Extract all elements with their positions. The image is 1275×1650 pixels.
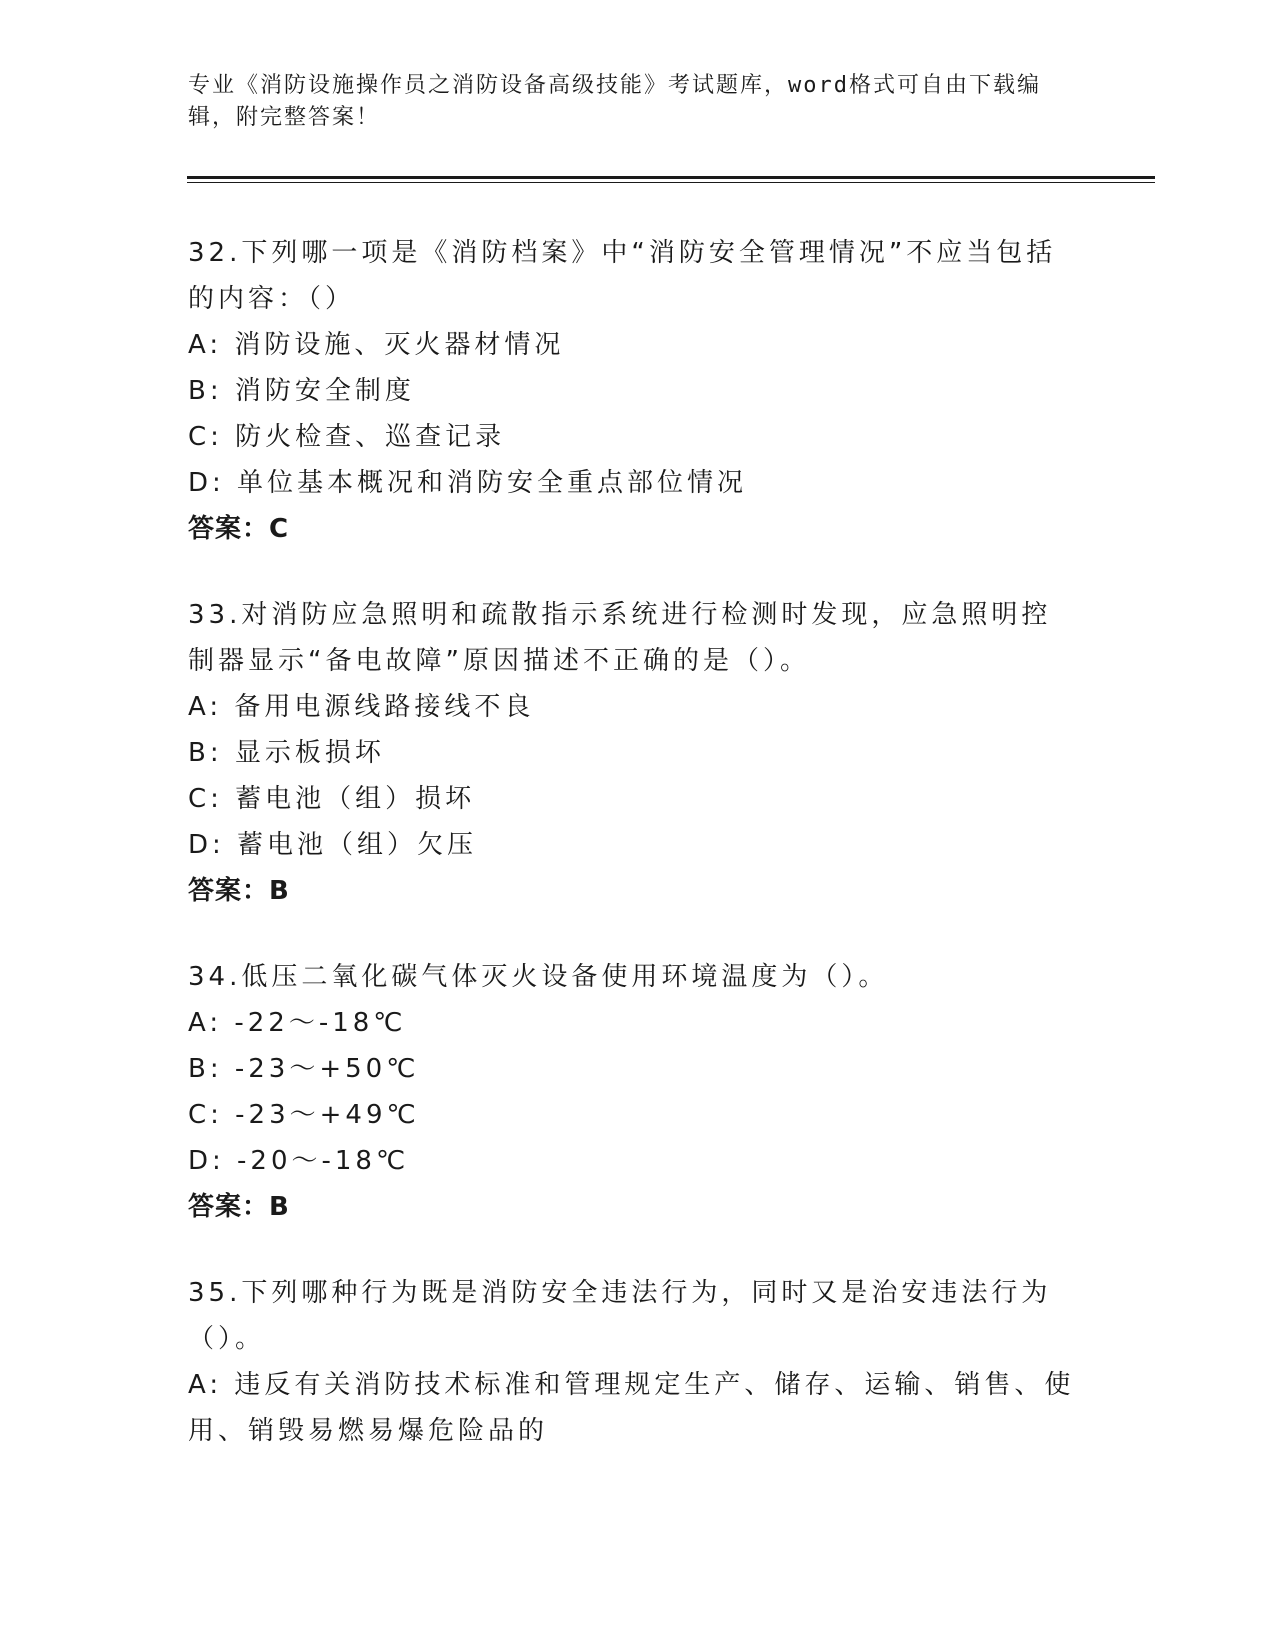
question-34 [188, 954, 1078, 1230]
option-d: D: 蓄电池（组）欠压 [188, 830, 478, 860]
option-a: A: 消防设施、灭火器材情况 [188, 330, 565, 360]
option-a: A: 备用电源线路接线不良 [188, 692, 535, 722]
option-d: D: -20～-18℃ [188, 1146, 410, 1176]
option-a: A: 违反有关消防技术标准和管理规定生产、储存、运输、销售、使用、销毁易燃易爆危险品的 [188, 1370, 1075, 1446]
option-a: A: -22～-18℃ [188, 1008, 407, 1038]
document-intro: 专业《消防设施操作员之消防设备高级技能》考试题库，word格式可自由下载编辑，附完整答案！ [188, 73, 1041, 130]
answer: 答案：B [188, 1192, 290, 1222]
answer: 答案：C [188, 514, 290, 544]
question-stem: 34.低压二氧化碳气体灭火设备使用环境温度为（）。 [188, 962, 889, 992]
header-divider-thick [187, 176, 1155, 179]
option-c: C: -23～+49℃ [188, 1100, 420, 1130]
question-33 [188, 592, 1078, 914]
question-32 [188, 230, 1078, 552]
question-stem: 32.下列哪一项是《消防档案》中“消防安全管理情况”不应当包括的内容：（） [188, 238, 1057, 314]
option-c: C: 防火检查、巡查记录 [188, 422, 506, 452]
question-stem: 35.下列哪种行为既是消防安全违法行为，同时又是治安违法行为（）。 [188, 1278, 1052, 1354]
header-divider-thin [187, 182, 1155, 183]
option-b: B: 显示板损坏 [188, 738, 385, 768]
option-b: B: -23～+50℃ [188, 1054, 420, 1084]
question-stem: 33.对消防应急照明和疏散指示系统进行检测时发现，应急照明控制器显示“备电故障”原因描述不正确的是（）。 [188, 600, 1052, 676]
answer: 答案：B [188, 876, 290, 906]
option-c: C: 蓄电池（组）损坏 [188, 784, 476, 814]
question-35 [188, 1270, 1078, 1454]
option-b: B: 消防安全制度 [188, 376, 415, 406]
option-d: D: 单位基本概况和消防安全重点部位情况 [188, 468, 748, 498]
